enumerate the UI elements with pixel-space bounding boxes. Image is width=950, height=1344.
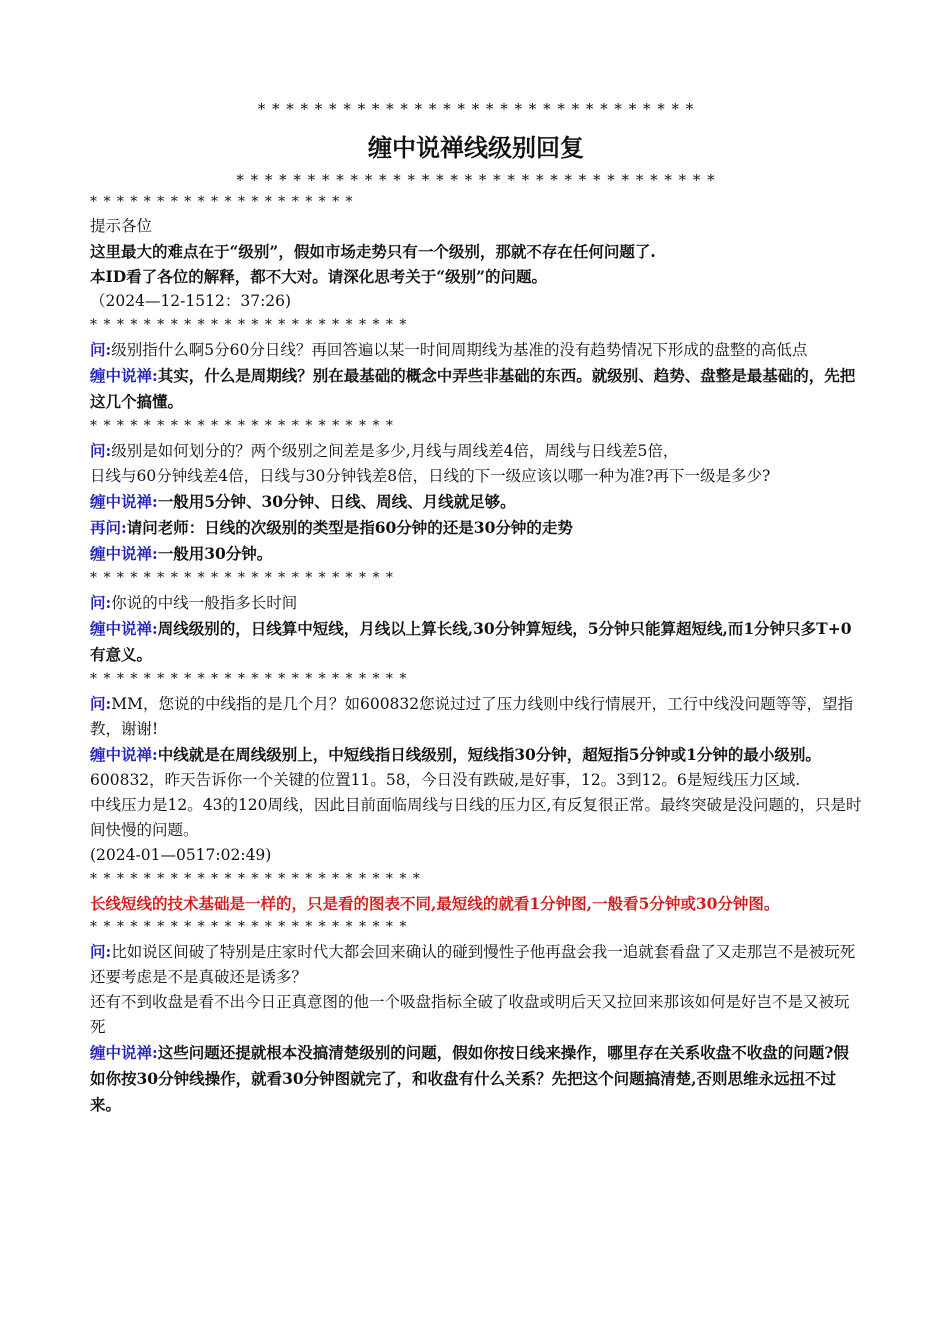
separator-stars: * * * * * * * * * * * * * * * * * * * * * * * [90,418,394,434]
text-paragraph: 600832，昨天告诉你一个关键的位置11。58，今日没有跌破,是好事，12。3到12。6是短线压力区域. [90,771,801,789]
speaker-label: 问: [90,441,112,460]
speaker-label: 问: [90,593,112,612]
document-page [90,100,862,1118]
text-paragraph: 提示各位 [90,217,153,235]
speaker-text: 周线级别的，日线算中短线，月线以上算长线,30分钟算短线，5分钟只能算超短线,而1分钟只多T+0有意义。 [90,619,852,664]
text-paragraph: (2024-01—0517:02:49) [90,846,272,864]
separator-stars: * * * * * * * * * * * * * * * * * * * * * * * * [90,317,408,333]
answer-paragraph [90,515,862,541]
question-paragraph [90,438,862,464]
speaker-text: 级别指什么啊5分60分日线？再回答遍以某一时间周期线为基准的没有趋势情况下形成的盘整的高低点 [111,341,808,359]
text-paragraph: 中线压力是12。43的120周线，因此目前面临周线与日线的压力区,有反复很正常。最终突破是没问题的，只是时间快慢的问题。 [90,796,862,839]
speaker-text: 这些问题还提就根本没搞清楚级别的问题，假如你按日线来操作，哪里存在关系收盘不收盘的问题?假如你按30分钟线操作，就看30分钟图就完了，和收盘有什么关系？先把这个问题搞清楚,否则思维永远扭不过来。 [90,1043,849,1114]
answer-paragraph [90,742,862,768]
text-paragraph: 日线与60分钟线差4倍，日线与30分钟钱差8倍，日线的下一级应该以哪一种为准?再下一级是多少? [90,467,771,485]
question-paragraph [90,337,862,363]
separator-stars: * * * * * * * * * * * * * * * * * * * * * * * * [90,671,408,687]
text-paragraph: 还有不到收盘是看不出今日正真意图的他一个吸盘指标全破了收盘或明后天又拉回来那该如何是好岂不是又被玩死 [90,993,850,1036]
answer-paragraph [90,1040,862,1118]
question-paragraph [90,939,862,990]
speaker-label: 缠中说禅: [90,619,158,638]
speaker-label: 再问: [90,518,127,537]
document-title: 缠中说禅线级别回复 [368,133,584,162]
speaker-text: 其实，什么是周期线？别在最基础的概念中弄些非基础的东西。就级别、趋势、盘整是最基础的，先把这几个搞懂。 [90,366,856,411]
speaker-label: 缠中说禅: [90,492,158,511]
answer-paragraph [90,616,862,668]
header-stars-top: * * * * * * * * * * * * * * * * * * * * * * * * * * * * * * * [257,100,695,118]
speaker-label: 缠中说禅: [90,366,158,385]
answer-paragraph [90,489,862,515]
separator-stars: * * * * * * * * * * * * * * * * * * * * * * * [90,570,394,586]
question-paragraph [90,691,862,742]
speaker-text: 你说的中线一般指多长时间 [111,594,298,612]
speaker-label: 问: [90,340,112,359]
highlight-paragraph: 长线短线的技术基础是一样的，只是看的图表不同,最短线的就看1分钟图,一般看5分钟或30分钟图。 [90,894,780,913]
speaker-label: 缠中说禅: [90,745,158,764]
speaker-text: 中线就是在周线级别上，中短线指日线级别，短线指30分钟，超短指5分钟或1分钟的最小级别。 [157,745,821,764]
speaker-text: 一般用30分钟。 [157,544,273,563]
separator-stars: * * * * * * * * * * * * * * * * * * * * [90,194,354,210]
speaker-text: 比如说区间破了特别是庄家时代大都会回来确认的碰到慢性子他再盘会我一追就套看盘了又走那岂不是被玩死还要考虑是不是真破还是诱多？ [90,943,856,986]
speaker-label: 问: [90,942,112,961]
bold-paragraph: 这里最大的难点在于“级别”，假如市场走势只有一个级别，那就不存在任何问题了. [90,242,656,261]
speaker-text: 级别是如何划分的？两个级别之间差是多少,月线与周线差4倍，周线与日线差5倍， [111,442,679,460]
speaker-text: 请问老师：日线的次级别的类型是指60分钟的还是30分钟的走势 [126,518,573,537]
bold-paragraph: 本ID看了各位的解释，都不大对。请深化思考关于“级别”的问题。 [90,267,548,286]
speaker-text: MM，您说的中线指的是几个月？如600832您说过过了压力线则中线行情展开，工行中线没问题等等，望指教，谢谢! [90,695,854,738]
speaker-text: 一般用5分钟、30分钟、日线、周线、月线就足够。 [157,492,516,511]
speaker-label: 问: [90,694,112,713]
answer-paragraph [90,541,862,567]
separator-stars: * * * * * * * * * * * * * * * * * * * * * * * * * [90,871,421,887]
speaker-label: 缠中说禅: [90,544,158,563]
question-paragraph [90,590,862,616]
text-paragraph: （2024—12-1512：37:26) [90,292,292,310]
separator-stars: * * * * * * * * * * * * * * * * * * * * * * * * [90,919,408,935]
answer-paragraph [90,363,862,415]
document-body [90,191,862,1118]
speaker-label: 缠中说禅: [90,1043,158,1062]
header-stars-sub: * * * * * * * * * * * * * * * * * * * * * * * * * * * * * * * * * * [236,171,716,189]
